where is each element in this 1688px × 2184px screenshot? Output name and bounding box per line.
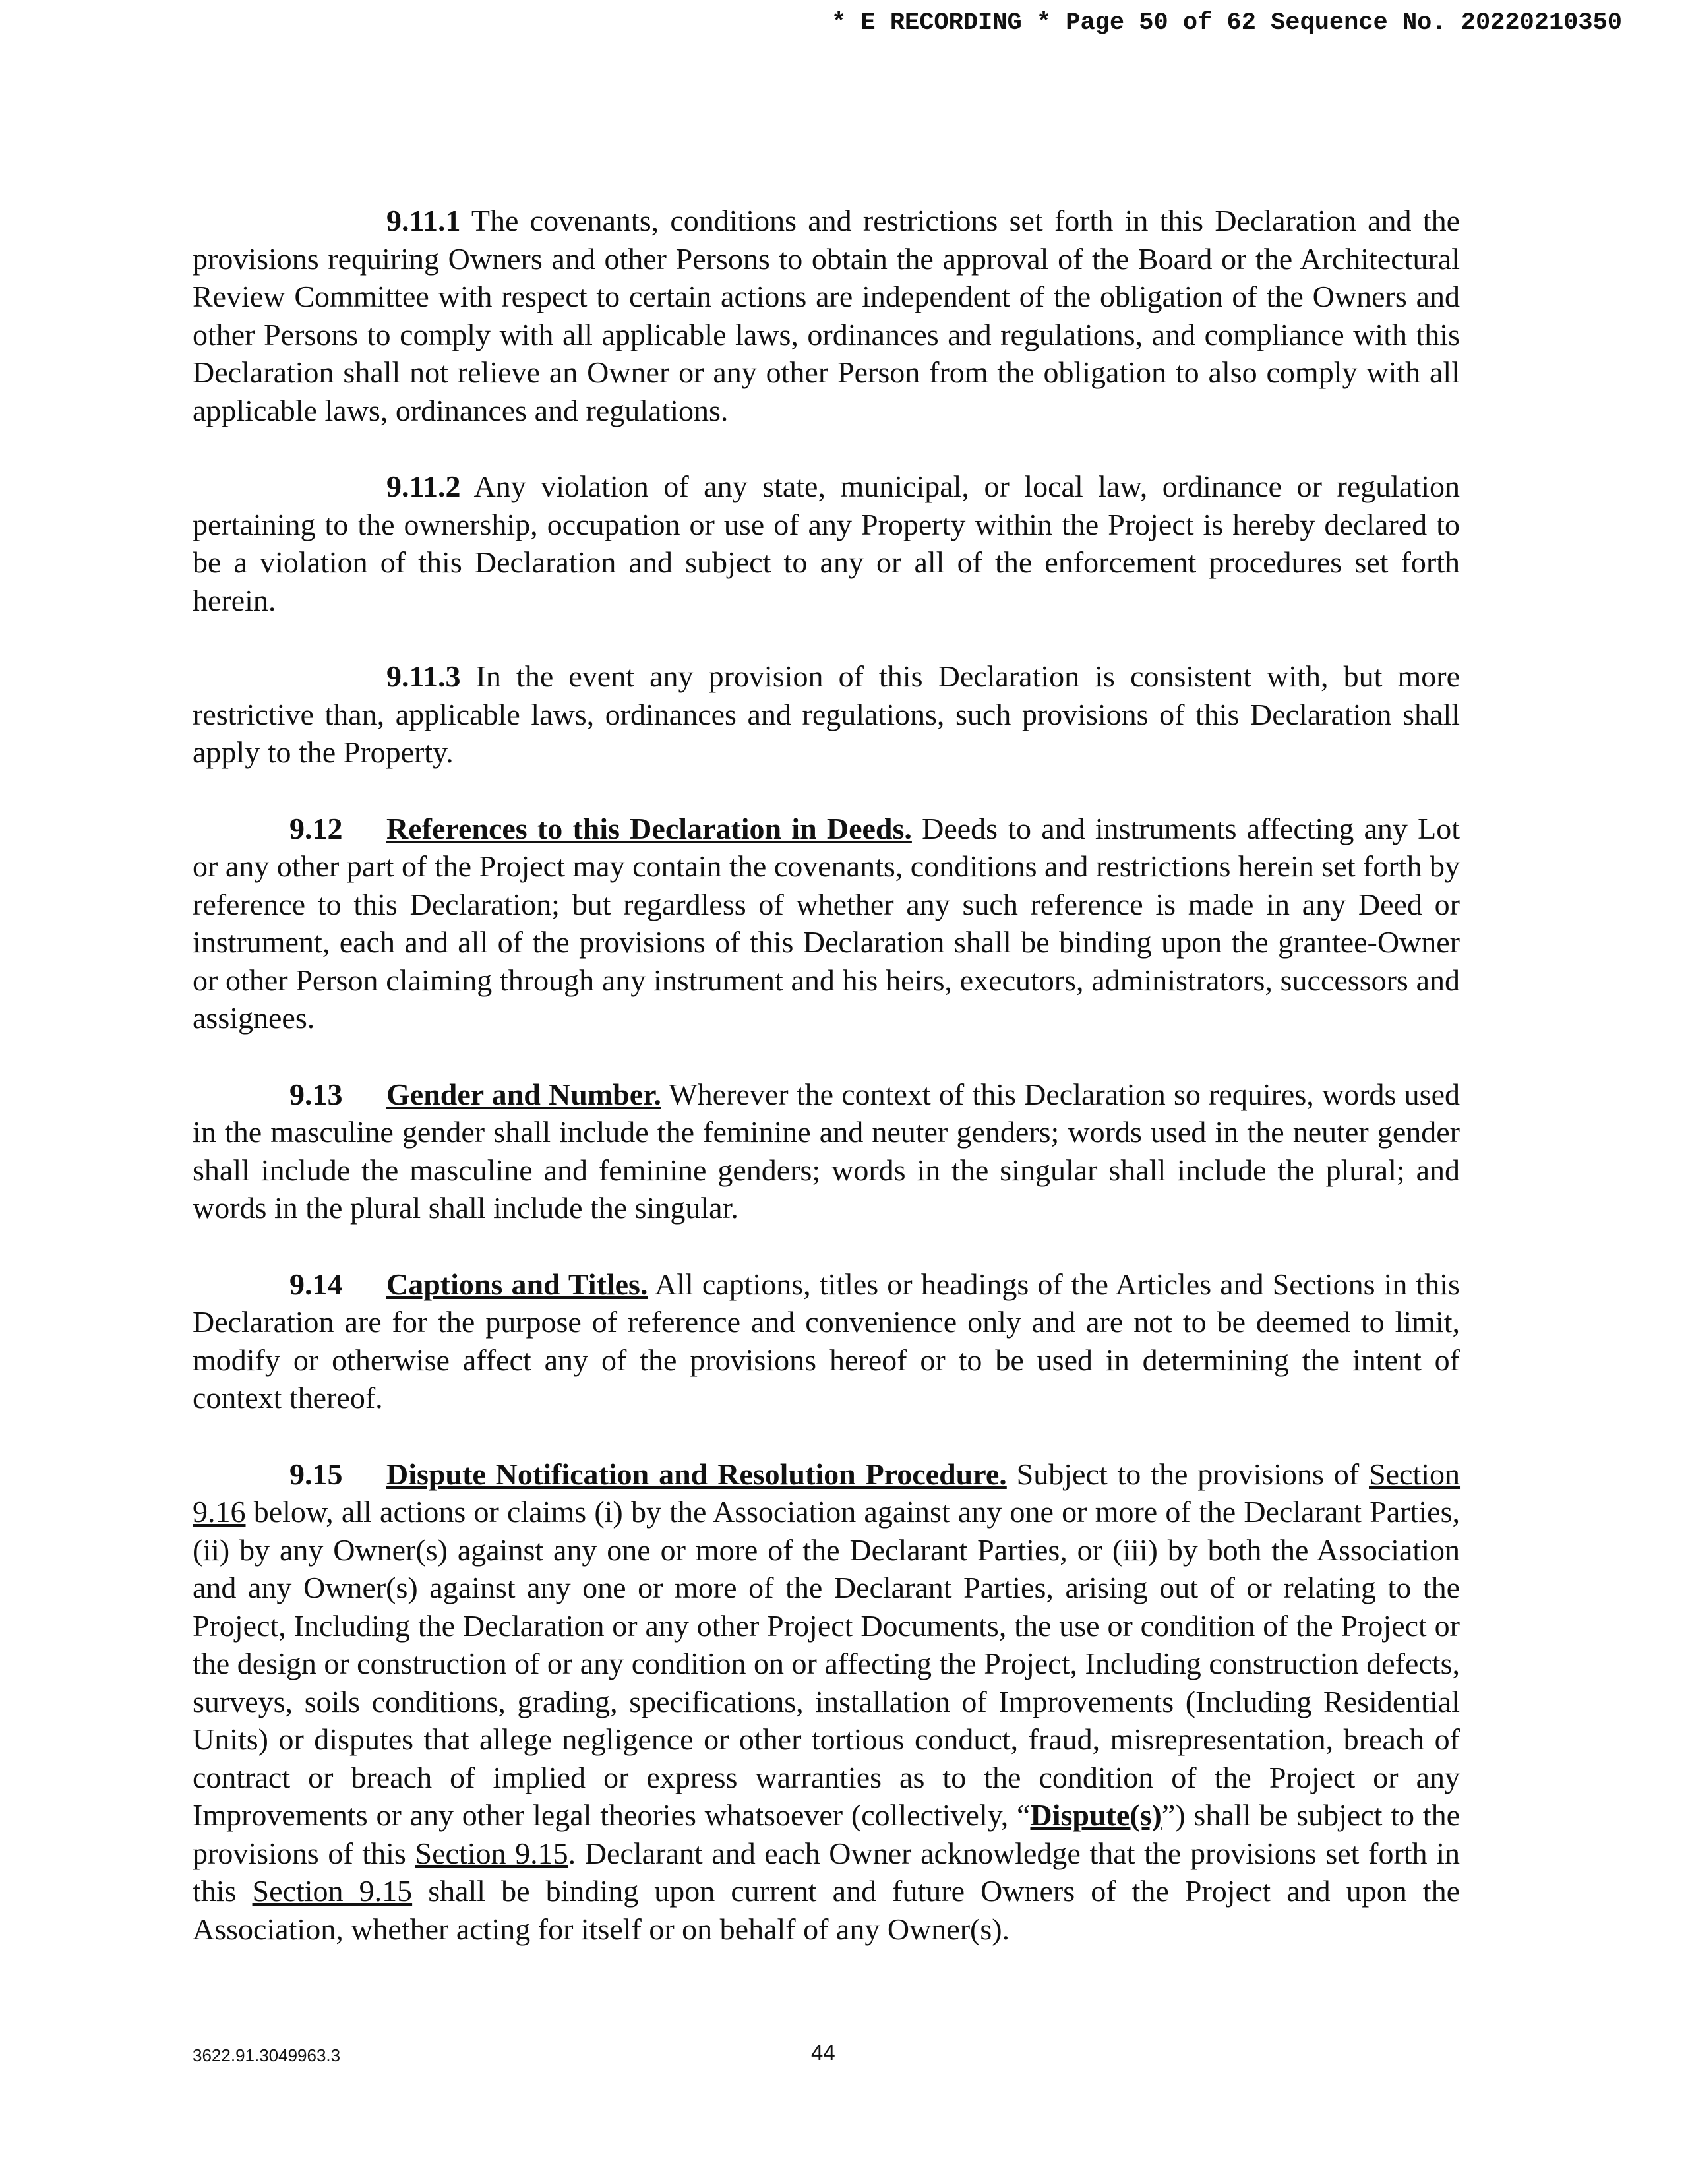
section-reference: Section 9.15 [415,1836,568,1870]
section-heading: References to this Declaration in Deeds. [386,811,912,845]
section-heading: Gender and Number. [386,1077,661,1111]
paragraph-9-11-1 [193,202,1460,429]
paragraph-9-15 [193,1455,1460,1949]
paragraph-text: . Declarant and each Owner acknowledge that the provisions set forth in this [193,1836,1460,1908]
paragraph-9-13 [193,1076,1460,1227]
section-number: 9.11.1 [386,204,461,237]
paragraph-text: In the event any provision of this Declaration is consistent with, but more restrictive than, applicable laws, ordinances and regulations, such provisions of this Declaration shall apply to the Property. [193,659,1461,769]
section-number: 9.12 [289,811,343,845]
section-reference: Section 9.16 [193,1457,1461,1529]
defined-term: Dispute(s) [1030,1798,1162,1832]
paragraph-text: shall be binding upon current and future Owners of the Project and upon the Association, whether acting for itself or on behalf of any Owner(s). [193,1874,1460,1946]
paragraph-text: ”) shall be subject to the provisions of this [193,1798,1460,1870]
document-body [193,202,1460,1986]
document-id: 3622.91.3049963.3 [193,2046,341,2065]
section-number: 9.11.2 [386,470,461,503]
section-number: 9.15 [289,1457,343,1491]
section-heading: Dispute Notification and Resolution Procedure. [386,1457,1007,1491]
section-reference: Section 9.15 [252,1874,413,1908]
section-number: 9.14 [289,1267,343,1301]
paragraph-text: Wherever the context of this Declaration so requires, words used in the masculine gender shall include the feminine and neuter genders; words used in the neuter gender shall include the masculine and feminine genders; words in the singular shall include the plural; and words in the plural shall include the singular. [193,1077,1460,1225]
paragraph-9-11-2 [193,468,1460,619]
paragraph-text: Subject to the provisions of [1016,1457,1360,1491]
recording-header: * E RECORDING * Page 50 of 62 Sequence No. 20220210350 [831,9,1622,37]
section-number: 9.13 [289,1077,343,1111]
paragraph-text: The covenants, conditions and restrictions set forth in this Declaration and the provisions requiring Owners and other Persons to obtain the approval of the Board or the Architectural Review Committee with respect to certain actions are independent of the obligation of the Owners and other Persons to comply with all applicable laws, ordinances and regulations, and compliance with this Declaration shall not relieve an Owner or any other Person from the obligation to also comply with all applicable laws, ordinances and regulations. [193,204,1460,427]
section-number: 9.11.3 [386,659,461,693]
paragraph-text: Deeds to and instruments affecting any Lot or any other part of the Project may contain the covenants, conditions and restrictions herein set forth by reference to this Declaration; but regardless of whether any such reference is made in any Deed or instrument, each and all of the provisions of this Declaration shall be binding upon the grantee-Owner or other Person claiming through any instrument and his heirs, executors, administrators, successors and assignees. [193,811,1460,1035]
section-heading: Captions and Titles. [386,1267,648,1301]
paragraph-9-14 [193,1265,1460,1417]
paragraph-text: below, all actions or claims (i) by the Association against any one or more of the Declarant Parties, (ii) by any Owner(s) against any one or more of the Declarant Parties, or (iii) by both the Association and any Owner(s) against any one or more of the Declarant Parties, arising out of or relating to the Project, Including the Declaration or any other Project Documents, the use or condition of the Project or the design or construction of or any condition on or affecting the Project, Including construction defects, surveys, soils conditions, grading, specifications, installation of Improvements (Including Residential Units) or disputes that allege negligence or other tortious conduct, fraud, misrepresentation, breach of contract or breach of implied or express warranties as to the condition of the Project or any Improvements or any other legal theories whatsoever (collectively, “ [193,1495,1461,1832]
paragraph-9-11-3 [193,657,1460,772]
paragraph-text: Any violation of any state, municipal, or local law, ordinance or regulation pertaining to the ownership, occupation or use of any Property within the Project is hereby declared to be a violation of this Declaration and subject to any or all of the enforcement procedures set forth herein. [193,470,1460,617]
paragraph-9-12 [193,810,1460,1037]
page-number: 44 [811,2040,835,2065]
paragraph-text: All captions, titles or headings of the Articles and Sections in this Declaration are for the purpose of reference and convenience only and are not to be deemed to limit, modify or otherwise affect any of the provisions hereof or to be used in determining the intent of context thereof. [193,1267,1460,1414]
